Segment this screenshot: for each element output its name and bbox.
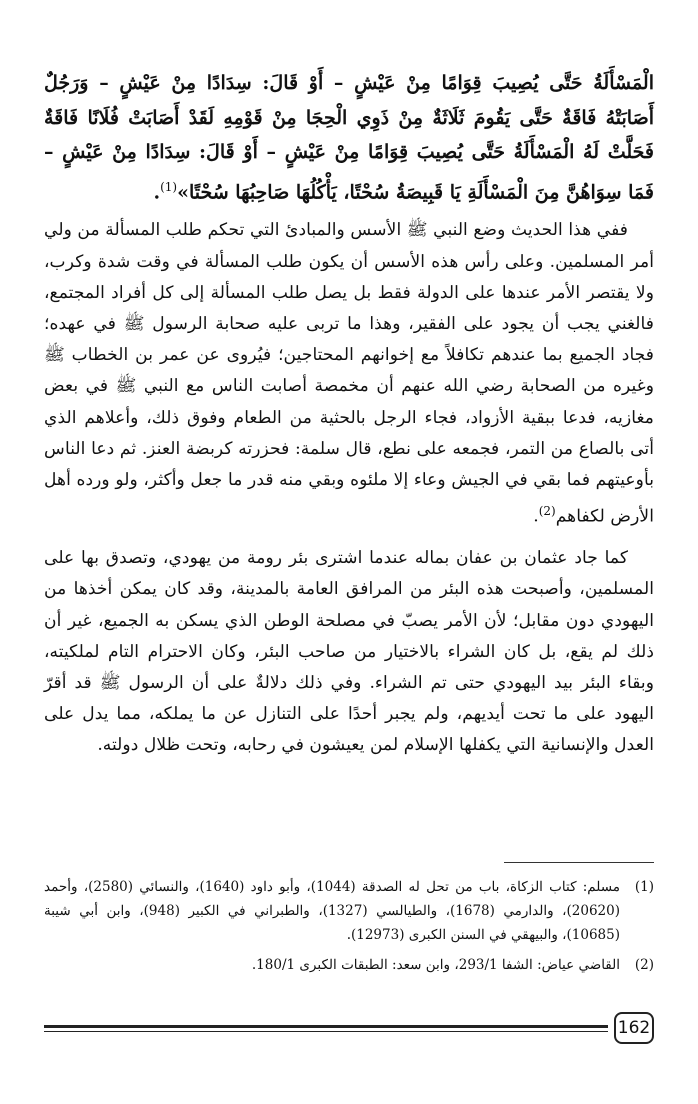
paragraph-1-end: .	[533, 506, 539, 527]
paragraph-1	[44, 215, 654, 533]
footnote-2	[44, 953, 654, 977]
footnote-ref-2: (2)	[538, 504, 556, 519]
footer-rule-thin	[44, 1031, 608, 1032]
footnote-text: مسلم: كتاب الزكاة، باب من تحل له الصدقة (1044)، وأبو داود (1640)، والنسائي (2580)، وأحمد (20620)، والدارمي (1678)، والطيالسي (1327)، والطبراني في الكبير (948)، وابن أبي شيبة (10685)، والبيهقي في السنن الكبرى (12973).	[44, 879, 621, 943]
hadith-quote-text: الْمَسْأَلَةُ حَتَّى يُصِيبَ قِوَامًا مِنْ عَيْشٍ – أَوْ قَالَ: سِدَادًا مِنْ عَيْشٍ – وَرَجُلٌ أَصَابَتْهُ فَاقَةٌ حَتَّى يَقُومَ ثَلَاثَةٌ مِنْ ذَوِي الْحِجَا مِنْ قَوْمِهِ لَقَدْ أَصَابَتْ فُلَانًا فَاقَةٌ فَحَلَّتْ لَهُ الْمَسْأَلَةُ حَتَّى يُصِيبَ قِوَامًا مِنْ عَيْشٍ – أَوْ قَالَ: سِدَادًا مِنْ عَيْشٍ – فَمَا سِوَاهُنَّ مِنَ الْمَسْأَلَةِ يَا قَبِيصَةُ سُحْتًا، يَأْكُلُهَا صَاحِبُهَا سُحْتًا»	[44, 72, 654, 203]
footnotes	[44, 862, 654, 983]
footnote-text: القاضي عياض: الشفا 293/1، وابن سعد: الطبقات الكبرى 180/1.	[251, 957, 620, 973]
footnote-separator	[504, 862, 654, 863]
hadith-quote	[44, 66, 654, 209]
footnote-number: (2)	[634, 957, 654, 973]
main-text	[44, 66, 654, 762]
footnote-number: (1)	[634, 879, 654, 895]
hadith-end: .	[153, 180, 161, 203]
footnote-ref-1: (1)	[160, 179, 178, 194]
page-number: 162	[614, 1012, 654, 1044]
footnote-1	[44, 875, 654, 947]
page-footer	[44, 1012, 654, 1048]
paragraph-2: كما جاد عثمان بن عفان بماله عندما اشترى بئر رومة من يهودي، وتصدق بها على المسلمين، وأصبحت هذه البئر من المرافق العامة بالمدينة، وقد كان يمكن أخذها من اليهودي دون مقابل؛ لأن الأمر يصبّ في مصلحة الوطن الذي يسكن به الجميع، غير أن ذلك لم يقع، بل كان الشراء بالاختيار من صاحب البئر، وكان الاحترام التام لملكيته، وبقاء البئر بيد اليهودي حتى تم الشراء. وفي ذلك دلالةٌ على أن الرسول ﷺ قد أقرّ اليهود على ما تحت أيديهم، ولم يجبر أحدًا على التنازل عن ما يملكه، مما يدل على العدل والإنسانية التي يكفلها الإسلام لمن يعيشون في رحابه، وتحت ظلال دولته.	[44, 548, 654, 756]
paragraph-1-text: ففي هذا الحديث وضع النبي ﷺ الأسس والمبادئ التي تحكم طلب المسألة من ولي أمر المسلمين. وعلى رأس هذه الأسس أن يكون طلب المسألة في وقت شدة وكرب، ولا يقتصر الأمر عندها على الدولة فقط بل يصل طلب المسألة إلى كل أفراد المجتمع، فالغني يجب أن يجود على الفقير، وهذا ما تربى عليه صحابة الرسول ﷺ في عهده؛ فجاد الجميع بما عندهم تكافلاً مع إخوانهم المحتاجين؛ فيُروى عن عمر بن الخطاب ﷺ وغيره من الصحابة رضي الله عنهم أن مخمصة أصابت الناس مع النبي ﷺ في بعض مغازيه، فدعا ببقية الأزواد، فجاء الرجل بالحثية من الطعام وفوق ذلك، وأعلاهم الذي أتى بالصاع من التمر، فجمعه على نطع، قال سلمة: فحزرته كربضة العنز. ثم دعا الناس بأوعيتهم فما بقي في الجيش وعاء إلا ملئوه وبقي منه قدر ما جعل وأكثر، ولو ورده أهل الأرض لكفاهم	[44, 220, 654, 527]
footer-rule-thick	[44, 1025, 608, 1028]
